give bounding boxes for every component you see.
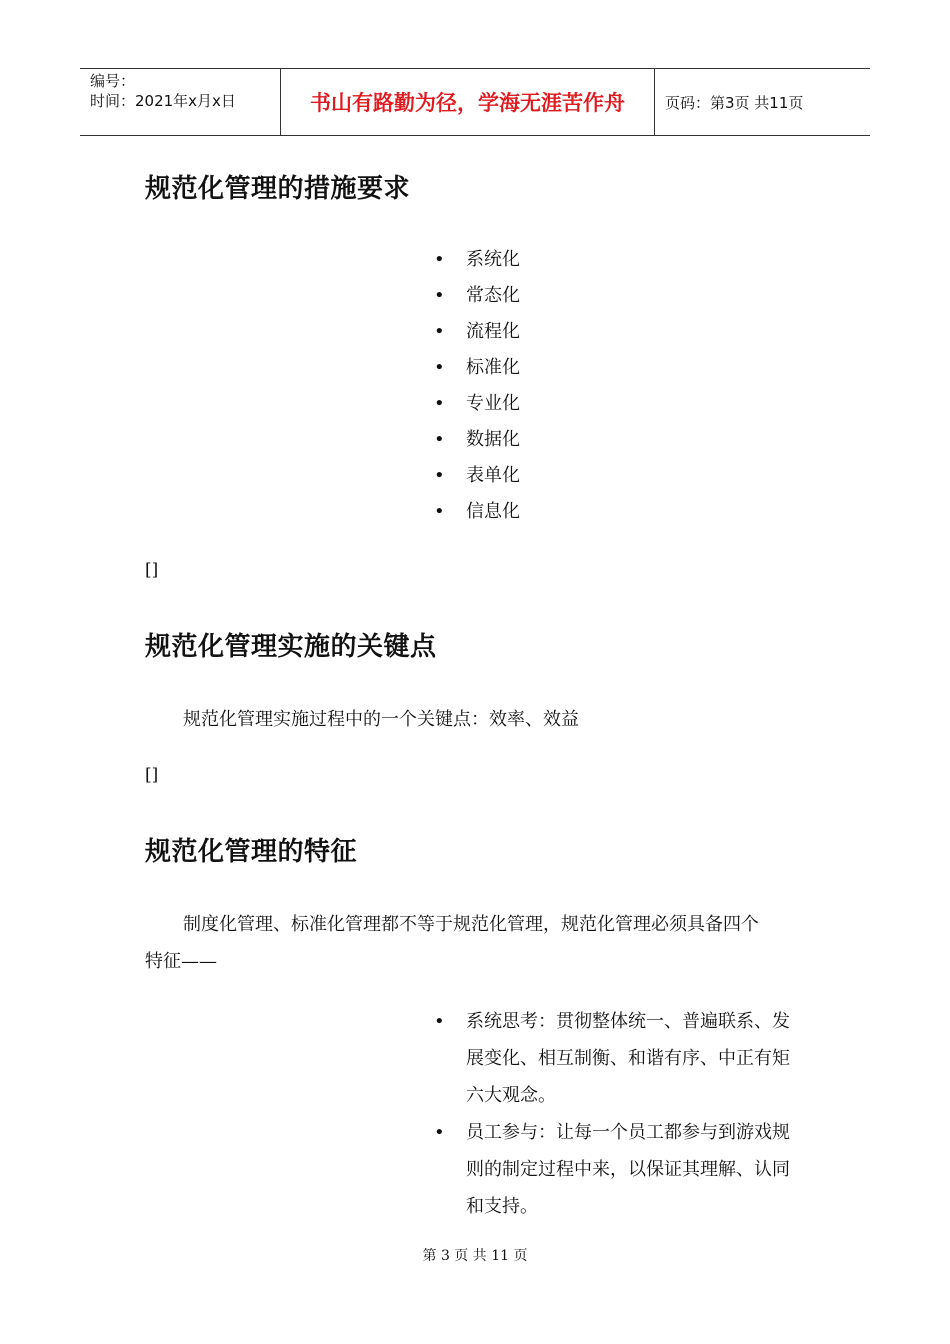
list-item: • 系统思考：贯彻整体统一、普遍联系、发展变化、相互制衡、和谐有序、中正有矩六大观念。 <box>434 1003 804 1114</box>
features-list <box>434 1003 804 1225</box>
list-item: • 标准化 <box>434 354 520 390</box>
header-meta <box>80 69 281 135</box>
header-page <box>655 69 870 135</box>
list-item: • 员工参与：让每一个员工都参与到游戏规则的制定过程中来，以保证其理解、认同和支持。 <box>434 1114 804 1225</box>
list-item: • 数据化 <box>434 426 520 462</box>
page-label: 页码：第3页 共11页 <box>665 93 804 112</box>
list-item: • 信息化 <box>434 498 520 534</box>
time-label: 时间：2021年x月x日 <box>90 92 236 110</box>
section-title-measures: 规范化管理的措施要求 <box>145 174 411 204</box>
list-item: • 表单化 <box>434 462 520 498</box>
section-title-keypoint: 规范化管理实施的关键点 <box>145 632 437 662</box>
measures-list <box>434 246 520 534</box>
header-motto: 书山有路勤为径，学海无涯苦作舟 <box>281 69 655 135</box>
bracket-placeholder: [] <box>145 765 159 785</box>
section-title-features: 规范化管理的特征 <box>145 837 358 867</box>
features-paragraph-line2: 特征—— <box>145 951 217 972</box>
list-item: • 专业化 <box>434 390 520 426</box>
page-footer: 第 3 页 共 11 页 <box>422 1248 528 1264</box>
bracket-placeholder: [] <box>145 560 159 580</box>
keypoint-paragraph: 规范化管理实施过程中的一个关键点：效率、效益 <box>183 709 579 730</box>
list-item: • 流程化 <box>434 318 520 354</box>
list-item: • 常态化 <box>434 282 520 318</box>
header-table <box>80 68 870 136</box>
features-paragraph-line1: 制度化管理、标准化管理都不等于规范化管理，规范化管理必须具备四个 <box>183 914 759 935</box>
list-item: • 系统化 <box>434 246 520 282</box>
number-label: 编号： <box>90 72 136 90</box>
